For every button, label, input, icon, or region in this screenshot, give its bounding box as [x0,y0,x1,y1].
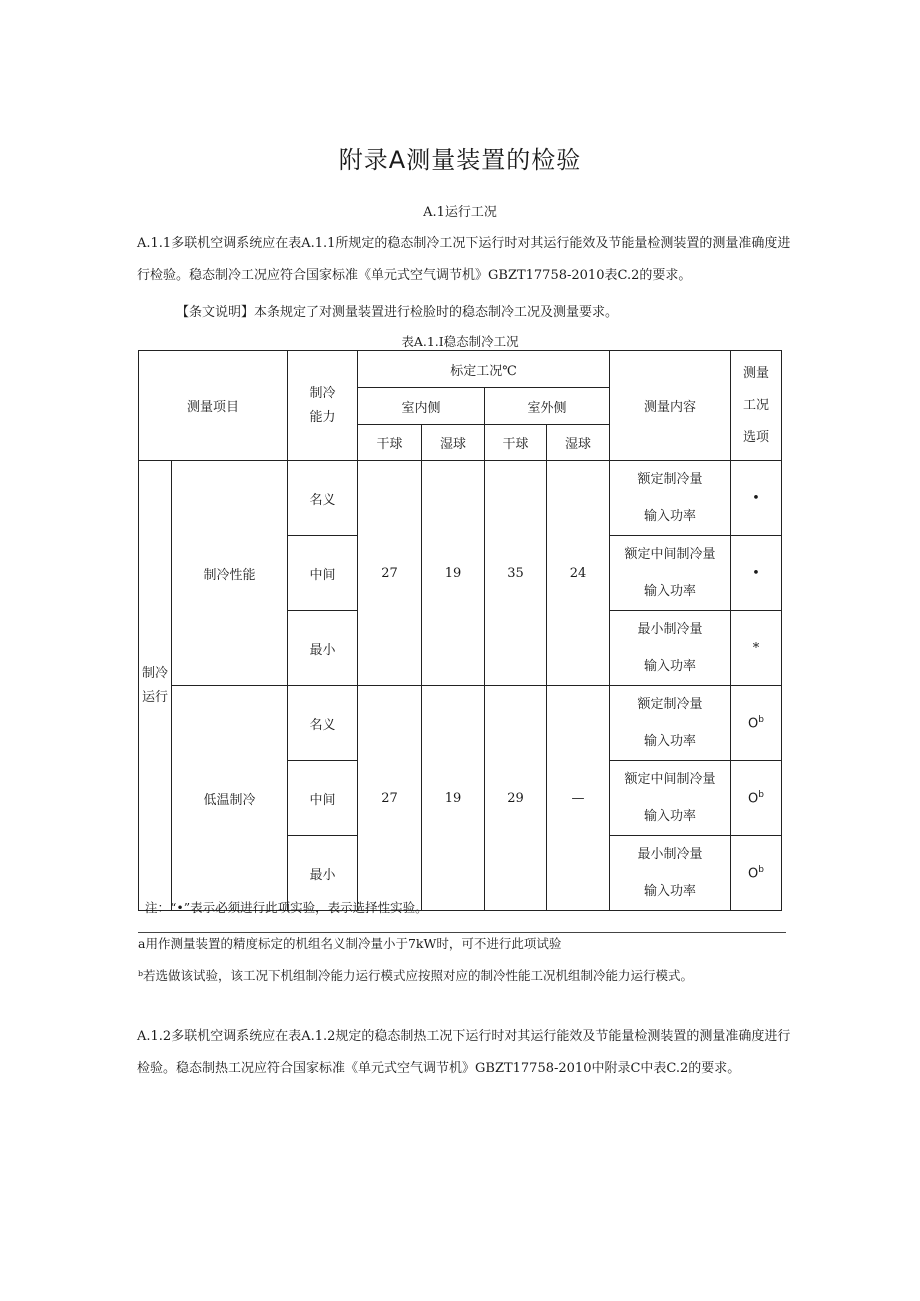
section-name: 低温制冷 [172,686,288,911]
paragraph-a-1-1: A.1.1多联机空调系统应在表A.1.1所规定的稳态制冷工况下运行时对其运行能效及节能量检测装置的测量准确度进行检验。稳态制冷工况应符合国家标准《单元式空气调节机》GBZT17758-2010表C.2的要求。 [137,236,791,283]
capacity-cell: 中间 [288,536,358,611]
capacity-cell: 名义 [288,461,358,536]
content-cell [610,686,731,761]
option-cell: • [731,536,782,611]
dry-in-cell: 27 [358,686,422,911]
header-item: 测量项目 [139,351,288,461]
group-line2: 运行 [141,689,168,705]
content-line1: 最小制冷量 [637,847,703,862]
section-name: 制冷性能 [172,461,288,686]
page-title: 附录A测量装置的检验 [338,146,582,174]
option-superscript: b [758,789,764,800]
capacity-cell: 最小 [288,611,358,686]
footnote-a: a用作测量装置的精度标定的机组名义制冷量小于7kW时，可不进行此项试验 [138,936,562,951]
header-option-line2: 工况 [742,397,769,413]
content-line1: 额定制冷量 [637,697,703,712]
content-cell [610,536,731,611]
header-rated: 标定工况℃ [358,351,610,388]
table-row [139,461,782,536]
content-cell [610,461,731,536]
dry-out-cell: 29 [485,686,547,911]
table-note: 注：“•”表示必须进行此项实验，表示选择性实验。 [145,900,428,915]
header-option-line1: 测量 [742,365,769,381]
content-cell [610,836,731,911]
wet-in-cell: 19 [422,461,485,686]
content-line1: 最小制冷量 [637,622,703,637]
content-line1: 额定中间制冷量 [624,772,716,787]
option-superscript: b [758,714,764,725]
header-content: 测量内容 [610,351,731,461]
header-option [731,351,782,461]
option-cell [731,836,782,911]
header-capacity-line1: 制冷 [309,385,336,401]
header-capacity [288,351,358,461]
option-superscript: b [758,864,764,875]
content-line1: 额定制冷量 [637,472,703,487]
option-cell: • [731,461,782,536]
header-dry-in: 干球 [358,425,422,461]
content-line2: 输入功率 [643,734,696,749]
cooling-condition-table [138,350,782,911]
footnote-b: ᵇ若选做该试验，该工况下机组制冷能力运行模式应按照对应的制冷性能工况机组制冷能力运行模式。 [138,968,694,983]
content-cell [610,611,731,686]
capacity-cell: 中间 [288,761,358,836]
header-wet-out: 湿球 [547,425,610,461]
content-line2: 输入功率 [643,509,696,524]
content-line2: 输入功率 [643,884,696,899]
header-outdoor: 室外侧 [485,388,610,425]
capacity-cell: 名义 [288,686,358,761]
wet-out-cell: — [547,686,610,911]
option-cell: * [731,611,782,686]
header-capacity-line2: 能力 [309,409,336,425]
group-line1: 制冷 [141,665,168,681]
capacity-cell: 最小 [288,836,358,911]
content-line1: 额定中间制冷量 [624,547,716,562]
content-cell [610,761,731,836]
header-wet-in: 湿球 [422,425,485,461]
wet-in-cell: 19 [422,686,485,911]
footnote-divider [138,932,786,933]
table-caption: 表A.1.I稳态制冷工况 [401,334,519,349]
wet-out-cell: 24 [547,461,610,686]
header-dry-out: 干球 [485,425,547,461]
option-cell [731,686,782,761]
dry-out-cell: 35 [485,461,547,686]
option-mark: O [748,866,759,882]
option-mark: O [748,716,759,732]
table-row [139,686,782,761]
dry-in-cell: 27 [358,461,422,686]
content-line2: 输入功率 [643,809,696,824]
content-line2: 输入功率 [643,584,696,599]
clause-explanation: 【条文说明】本条规定了对测量装置进行检脸时的稳态制冷工况及测量要求。 [176,305,619,320]
option-cell [731,761,782,836]
header-option-line3: 选项 [742,429,769,445]
section-heading: A.1运行工况 [423,205,497,220]
content-line2: 输入功率 [643,659,696,674]
paragraph-a-1-2: A.1.2多联机空调系统应在表A.1.2规定的稳态制热工况下运行时对其运行能效及节能量检测装置的测量准确度进行检验。稳态制热工况应符合国家标准《单元式空气调节机》GBZT17758-2010中附录C中表C.2的要求。 [137,1029,791,1076]
header-indoor: 室内侧 [358,388,485,425]
group-cell [139,461,172,911]
option-mark: O [748,791,759,807]
